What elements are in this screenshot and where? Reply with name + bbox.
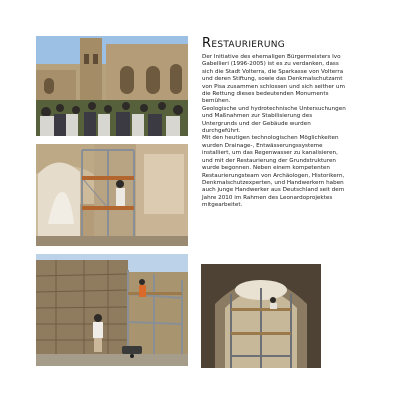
article-paragraph-2: Geologische und hydrotechnische Untersuchungen und Maßnahmen zur Stabilisierung des Untergrunds und der Gebäude wurden durchgeführt. [202, 105, 346, 135]
arch-scaffold-photo [201, 264, 321, 368]
fresco-restoration-photo [36, 144, 188, 246]
page-title: Restaurierung [202, 36, 286, 51]
article-column [202, 36, 348, 210]
article-paragraph-3: Mit den heutigen technologischen Möglichkeiten wurden Drainage-, Entwässerungssysteme installiert, um das Regenwasser zu kanalisieren, und mit der Restaurierung der Grundstrukturen wurde begonnen. Neben einem kompetenten Restaurierungsteam von Archäologen, Historikern, Denkmalschutzexperten, und Handwerkern haben auch junge Handwerker aus Deutschland seit dem Jahre 2010 im Rahmen des Leonardoprojektes mitgearbeitet. [202, 135, 345, 209]
ruins-audience-photo [36, 36, 188, 136]
wall-masonry-photo [36, 254, 188, 366]
article-paragraph-1: Der Initiative des ehemaligen Bürgermeisters Ivo Gabellieri (1996-2005) ist es zu verdanken, dass sich die Stadt Volterra, die Sparkasse von Volterra und deren Stiftung, sowie das Denkmalschutzamt von Pisa zusammen schlossen und sich seither um die Rettung dieses bedeutenden Monuments bemühen. [202, 54, 345, 105]
